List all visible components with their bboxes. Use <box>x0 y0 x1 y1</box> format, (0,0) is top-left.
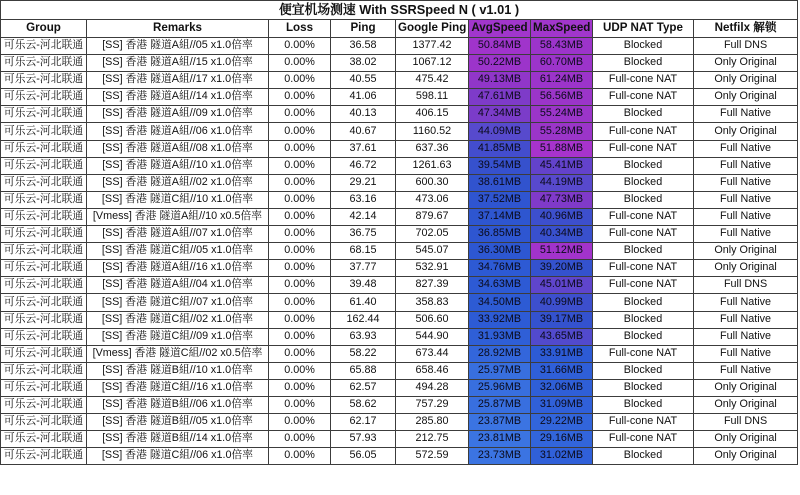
cell-ping: 40.67 <box>331 123 396 140</box>
cell-group: 可乐云-河北联通 <box>1 311 87 328</box>
cell-avgspeed: 34.50MB <box>469 294 531 311</box>
cell-remarks: [SS] 香港 隧道B組//10 x1.0倍率 <box>87 362 269 379</box>
cell-remarks: [SS] 香港 隧道A組//10 x1.0倍率 <box>87 157 269 174</box>
cell-udp-nat: Blocked <box>593 38 694 55</box>
table-row <box>1 55 798 72</box>
cell-maxspeed: 47.73MB <box>531 191 593 208</box>
cell-remarks: [SS] 香港 隧道C組//16 x1.0倍率 <box>87 379 269 396</box>
cell-loss: 0.00% <box>269 260 331 277</box>
cell-netflix: Full Native <box>694 294 798 311</box>
cell-google-ping: 673.44 <box>396 345 469 362</box>
cell-google-ping: 473.06 <box>396 191 469 208</box>
cell-ping: 56.05 <box>331 448 396 465</box>
cell-avgspeed: 49.13MB <box>469 72 531 89</box>
cell-google-ping: 358.83 <box>396 294 469 311</box>
cell-avgspeed: 28.92MB <box>469 345 531 362</box>
cell-netflix: Full Native <box>694 328 798 345</box>
column-header-google-ping: Google Ping <box>396 20 469 38</box>
cell-group: 可乐云-河北联通 <box>1 294 87 311</box>
table-row <box>1 89 798 106</box>
cell-netflix: Full Native <box>694 226 798 243</box>
cell-group: 可乐云-河北联通 <box>1 38 87 55</box>
cell-group: 可乐云-河北联通 <box>1 362 87 379</box>
column-header-avgspeed: AvgSpeed <box>469 20 531 38</box>
cell-netflix: Only Original <box>694 448 798 465</box>
cell-ping: 68.15 <box>331 243 396 260</box>
cell-loss: 0.00% <box>269 38 331 55</box>
cell-netflix: Full DNS <box>694 38 798 55</box>
cell-remarks: [SS] 香港 隧道A組//07 x1.0倍率 <box>87 226 269 243</box>
cell-udp-nat: Full-cone NAT <box>593 226 694 243</box>
cell-loss: 0.00% <box>269 174 331 191</box>
cell-ping: 63.16 <box>331 191 396 208</box>
cell-remarks: [SS] 香港 隧道A組//08 x1.0倍率 <box>87 140 269 157</box>
cell-avgspeed: 25.96MB <box>469 379 531 396</box>
cell-maxspeed: 45.41MB <box>531 157 593 174</box>
cell-udp-nat: Blocked <box>593 396 694 413</box>
cell-google-ping: 532.91 <box>396 260 469 277</box>
cell-maxspeed: 55.28MB <box>531 123 593 140</box>
cell-ping: 39.48 <box>331 277 396 294</box>
cell-ping: 62.17 <box>331 414 396 431</box>
cell-ping: 61.40 <box>331 294 396 311</box>
cell-remarks: [SS] 香港 隧道C組//06 x1.0倍率 <box>87 448 269 465</box>
cell-google-ping: 475.42 <box>396 72 469 89</box>
cell-group: 可乐云-河北联通 <box>1 379 87 396</box>
cell-udp-nat: Full-cone NAT <box>593 208 694 225</box>
cell-remarks: [SS] 香港 隧道C組//07 x1.0倍率 <box>87 294 269 311</box>
cell-avgspeed: 23.81MB <box>469 431 531 448</box>
cell-loss: 0.00% <box>269 243 331 260</box>
cell-avgspeed: 50.84MB <box>469 38 531 55</box>
cell-google-ping: 827.39 <box>396 277 469 294</box>
table-row <box>1 396 798 413</box>
cell-loss: 0.00% <box>269 55 331 72</box>
cell-udp-nat: Blocked <box>593 191 694 208</box>
cell-google-ping: 637.36 <box>396 140 469 157</box>
cell-avgspeed: 41.85MB <box>469 140 531 157</box>
table-row <box>1 140 798 157</box>
cell-maxspeed: 39.17MB <box>531 311 593 328</box>
table-row <box>1 431 798 448</box>
cell-maxspeed: 61.24MB <box>531 72 593 89</box>
cell-ping: 36.75 <box>331 226 396 243</box>
table-row <box>1 38 798 55</box>
cell-remarks: [SS] 香港 隧道A組//04 x1.0倍率 <box>87 277 269 294</box>
cell-netflix: Full Native <box>694 208 798 225</box>
cell-remarks: [SS] 香港 隧道A組//16 x1.0倍率 <box>87 260 269 277</box>
cell-netflix: Full Native <box>694 311 798 328</box>
cell-group: 可乐云-河北联通 <box>1 140 87 157</box>
cell-group: 可乐云-河北联通 <box>1 55 87 72</box>
cell-group: 可乐云-河北联通 <box>1 106 87 123</box>
report-title: 便宜机场测速 With SSRSpeed N ( v1.01 ) <box>1 1 798 20</box>
cell-maxspeed: 33.91MB <box>531 345 593 362</box>
cell-loss: 0.00% <box>269 345 331 362</box>
cell-group: 可乐云-河北联通 <box>1 157 87 174</box>
cell-ping: 58.62 <box>331 396 396 413</box>
cell-remarks: [SS] 香港 隧道C組//05 x1.0倍率 <box>87 243 269 260</box>
cell-remarks: [SS] 香港 隧道B組//06 x1.0倍率 <box>87 396 269 413</box>
cell-avgspeed: 50.22MB <box>469 55 531 72</box>
cell-group: 可乐云-河北联通 <box>1 226 87 243</box>
table-row <box>1 448 798 465</box>
cell-netflix: Only Original <box>694 55 798 72</box>
cell-maxspeed: 31.02MB <box>531 448 593 465</box>
cell-udp-nat: Full-cone NAT <box>593 89 694 106</box>
cell-udp-nat: Blocked <box>593 106 694 123</box>
cell-group: 可乐云-河北联通 <box>1 174 87 191</box>
cell-netflix: Only Original <box>694 379 798 396</box>
cell-loss: 0.00% <box>269 191 331 208</box>
cell-loss: 0.00% <box>269 140 331 157</box>
cell-remarks: [SS] 香港 隧道A組//05 x1.0倍率 <box>87 38 269 55</box>
cell-netflix: Full Native <box>694 345 798 362</box>
cell-remarks: [SS] 香港 隧道C組//10 x1.0倍率 <box>87 191 269 208</box>
cell-loss: 0.00% <box>269 396 331 413</box>
column-header-ping: Ping <box>331 20 396 38</box>
cell-google-ping: 879.67 <box>396 208 469 225</box>
cell-google-ping: 1067.12 <box>396 55 469 72</box>
cell-maxspeed: 32.06MB <box>531 379 593 396</box>
cell-udp-nat: Blocked <box>593 174 694 191</box>
table-row <box>1 311 798 328</box>
cell-udp-nat: Blocked <box>593 362 694 379</box>
cell-loss: 0.00% <box>269 157 331 174</box>
cell-maxspeed: 56.56MB <box>531 89 593 106</box>
cell-avgspeed: 23.73MB <box>469 448 531 465</box>
cell-remarks: [SS] 香港 隧道A組//02 x1.0倍率 <box>87 174 269 191</box>
cell-remarks: [SS] 香港 隧道A組//14 x1.0倍率 <box>87 89 269 106</box>
column-header-remarks: Remarks <box>87 20 269 38</box>
cell-avgspeed: 37.52MB <box>469 191 531 208</box>
table-row <box>1 294 798 311</box>
cell-loss: 0.00% <box>269 379 331 396</box>
cell-netflix: Full Native <box>694 106 798 123</box>
cell-loss: 0.00% <box>269 208 331 225</box>
cell-google-ping: 545.07 <box>396 243 469 260</box>
cell-maxspeed: 29.22MB <box>531 414 593 431</box>
cell-avgspeed: 34.63MB <box>469 277 531 294</box>
cell-google-ping: 702.05 <box>396 226 469 243</box>
cell-udp-nat: Full-cone NAT <box>593 123 694 140</box>
cell-avgspeed: 38.61MB <box>469 174 531 191</box>
cell-ping: 37.77 <box>331 260 396 277</box>
cell-google-ping: 506.60 <box>396 311 469 328</box>
cell-group: 可乐云-河北联通 <box>1 72 87 89</box>
cell-group: 可乐云-河北联通 <box>1 448 87 465</box>
cell-maxspeed: 51.88MB <box>531 140 593 157</box>
table-row <box>1 208 798 225</box>
cell-group: 可乐云-河北联通 <box>1 191 87 208</box>
cell-loss: 0.00% <box>269 448 331 465</box>
cell-netflix: Only Original <box>694 260 798 277</box>
cell-avgspeed: 23.87MB <box>469 414 531 431</box>
cell-remarks: [SS] 香港 隧道B組//14 x1.0倍率 <box>87 431 269 448</box>
cell-group: 可乐云-河北联通 <box>1 328 87 345</box>
cell-udp-nat: Blocked <box>593 379 694 396</box>
cell-maxspeed: 40.99MB <box>531 294 593 311</box>
cell-remarks: [Vmess] 香港 隧道A組//10 x0.5倍率 <box>87 208 269 225</box>
cell-netflix: Only Original <box>694 72 798 89</box>
cell-netflix: Full DNS <box>694 277 798 294</box>
cell-netflix: Full Native <box>694 191 798 208</box>
cell-loss: 0.00% <box>269 106 331 123</box>
cell-udp-nat: Full-cone NAT <box>593 277 694 294</box>
cell-maxspeed: 51.12MB <box>531 243 593 260</box>
cell-maxspeed: 55.24MB <box>531 106 593 123</box>
cell-udp-nat: Full-cone NAT <box>593 431 694 448</box>
cell-google-ping: 285.80 <box>396 414 469 431</box>
table-row <box>1 226 798 243</box>
cell-udp-nat: Blocked <box>593 243 694 260</box>
cell-udp-nat: Blocked <box>593 294 694 311</box>
cell-avgspeed: 31.93MB <box>469 328 531 345</box>
table-row <box>1 243 798 260</box>
cell-ping: 36.58 <box>331 38 396 55</box>
cell-google-ping: 1160.52 <box>396 123 469 140</box>
table-row <box>1 191 798 208</box>
cell-udp-nat: Full-cone NAT <box>593 414 694 431</box>
cell-remarks: [SS] 香港 隧道A組//17 x1.0倍率 <box>87 72 269 89</box>
column-header-netflix: Netfilx 解锁 <box>694 20 798 38</box>
cell-avgspeed: 25.97MB <box>469 362 531 379</box>
cell-ping: 40.55 <box>331 72 396 89</box>
table-row <box>1 379 798 396</box>
cell-ping: 58.22 <box>331 345 396 362</box>
cell-avgspeed: 34.76MB <box>469 260 531 277</box>
cell-group: 可乐云-河北联通 <box>1 414 87 431</box>
table-row <box>1 362 798 379</box>
cell-netflix: Only Original <box>694 243 798 260</box>
cell-maxspeed: 60.70MB <box>531 55 593 72</box>
cell-avgspeed: 37.14MB <box>469 208 531 225</box>
cell-ping: 62.57 <box>331 379 396 396</box>
cell-google-ping: 494.28 <box>396 379 469 396</box>
cell-maxspeed: 43.65MB <box>531 328 593 345</box>
cell-loss: 0.00% <box>269 72 331 89</box>
cell-remarks: [SS] 香港 隧道B組//05 x1.0倍率 <box>87 414 269 431</box>
cell-avgspeed: 25.87MB <box>469 396 531 413</box>
cell-google-ping: 600.30 <box>396 174 469 191</box>
cell-udp-nat: Blocked <box>593 448 694 465</box>
table-row <box>1 106 798 123</box>
cell-udp-nat: Blocked <box>593 328 694 345</box>
cell-netflix: Only Original <box>694 89 798 106</box>
cell-maxspeed: 44.19MB <box>531 174 593 191</box>
cell-avgspeed: 44.09MB <box>469 123 531 140</box>
cell-ping: 37.61 <box>331 140 396 157</box>
cell-google-ping: 406.15 <box>396 106 469 123</box>
cell-netflix: Only Original <box>694 123 798 140</box>
cell-avgspeed: 36.85MB <box>469 226 531 243</box>
cell-loss: 0.00% <box>269 123 331 140</box>
cell-ping: 42.14 <box>331 208 396 225</box>
cell-avgspeed: 33.92MB <box>469 311 531 328</box>
cell-ping: 29.21 <box>331 174 396 191</box>
cell-google-ping: 658.46 <box>396 362 469 379</box>
table-row <box>1 174 798 191</box>
cell-google-ping: 1377.42 <box>396 38 469 55</box>
table-row <box>1 72 798 89</box>
cell-maxspeed: 39.20MB <box>531 260 593 277</box>
cell-google-ping: 572.59 <box>396 448 469 465</box>
cell-avgspeed: 47.61MB <box>469 89 531 106</box>
cell-udp-nat: Blocked <box>593 157 694 174</box>
cell-netflix: Full Native <box>694 362 798 379</box>
cell-remarks: [SS] 香港 隧道C組//09 x1.0倍率 <box>87 328 269 345</box>
cell-ping: 40.13 <box>331 106 396 123</box>
cell-maxspeed: 31.66MB <box>531 362 593 379</box>
table-row <box>1 414 798 431</box>
cell-ping: 38.02 <box>331 55 396 72</box>
column-header-udp-nat-type: UDP NAT Type <box>593 20 694 38</box>
cell-avgspeed: 47.34MB <box>469 106 531 123</box>
cell-group: 可乐云-河北联通 <box>1 89 87 106</box>
cell-loss: 0.00% <box>269 328 331 345</box>
cell-google-ping: 544.90 <box>396 328 469 345</box>
cell-ping: 46.72 <box>331 157 396 174</box>
cell-loss: 0.00% <box>269 362 331 379</box>
cell-maxspeed: 31.09MB <box>531 396 593 413</box>
cell-ping: 41.06 <box>331 89 396 106</box>
cell-netflix: Full Native <box>694 157 798 174</box>
cell-google-ping: 1261.63 <box>396 157 469 174</box>
cell-remarks: [SS] 香港 隧道A組//15 x1.0倍率 <box>87 55 269 72</box>
cell-group: 可乐云-河北联通 <box>1 396 87 413</box>
cell-netflix: Only Original <box>694 396 798 413</box>
column-header-loss: Loss <box>269 20 331 38</box>
cell-netflix: Full DNS <box>694 414 798 431</box>
table-row <box>1 260 798 277</box>
cell-maxspeed: 40.96MB <box>531 208 593 225</box>
cell-group: 可乐云-河北联通 <box>1 243 87 260</box>
cell-avgspeed: 39.54MB <box>469 157 531 174</box>
cell-google-ping: 212.75 <box>396 431 469 448</box>
cell-remarks: [SS] 香港 隧道C組//02 x1.0倍率 <box>87 311 269 328</box>
table-row <box>1 345 798 362</box>
cell-udp-nat: Full-cone NAT <box>593 72 694 89</box>
column-header-group: Group <box>1 20 87 38</box>
cell-maxspeed: 29.16MB <box>531 431 593 448</box>
cell-remarks: [SS] 香港 隧道A組//09 x1.0倍率 <box>87 106 269 123</box>
cell-maxspeed: 58.43MB <box>531 38 593 55</box>
cell-udp-nat: Full-cone NAT <box>593 140 694 157</box>
cell-group: 可乐云-河北联通 <box>1 123 87 140</box>
cell-ping: 63.93 <box>331 328 396 345</box>
cell-loss: 0.00% <box>269 431 331 448</box>
cell-maxspeed: 45.01MB <box>531 277 593 294</box>
table-row <box>1 123 798 140</box>
cell-ping: 162.44 <box>331 311 396 328</box>
cell-avgspeed: 36.30MB <box>469 243 531 260</box>
cell-loss: 0.00% <box>269 414 331 431</box>
cell-ping: 65.88 <box>331 362 396 379</box>
cell-netflix: Full Native <box>694 174 798 191</box>
cell-group: 可乐云-河北联通 <box>1 431 87 448</box>
cell-udp-nat: Blocked <box>593 55 694 72</box>
cell-group: 可乐云-河北联通 <box>1 208 87 225</box>
cell-maxspeed: 40.34MB <box>531 226 593 243</box>
cell-loss: 0.00% <box>269 89 331 106</box>
cell-remarks: [SS] 香港 隧道A組//06 x1.0倍率 <box>87 123 269 140</box>
cell-netflix: Full Native <box>694 140 798 157</box>
cell-udp-nat: Full-cone NAT <box>593 260 694 277</box>
cell-group: 可乐云-河北联通 <box>1 260 87 277</box>
cell-netflix: Only Original <box>694 431 798 448</box>
cell-loss: 0.00% <box>269 311 331 328</box>
cell-loss: 0.00% <box>269 294 331 311</box>
table-row <box>1 157 798 174</box>
cell-udp-nat: Blocked <box>593 311 694 328</box>
cell-udp-nat: Full-cone NAT <box>593 345 694 362</box>
table-row <box>1 277 798 294</box>
cell-group: 可乐云-河北联通 <box>1 277 87 294</box>
cell-remarks: [Vmess] 香港 隧道C組//02 x0.5倍率 <box>87 345 269 362</box>
cell-google-ping: 598.11 <box>396 89 469 106</box>
cell-google-ping: 757.29 <box>396 396 469 413</box>
cell-group: 可乐云-河北联通 <box>1 345 87 362</box>
cell-loss: 0.00% <box>269 226 331 243</box>
column-header-maxspeed: MaxSpeed <box>531 20 593 38</box>
cell-ping: 57.93 <box>331 431 396 448</box>
table-row <box>1 328 798 345</box>
cell-loss: 0.00% <box>269 277 331 294</box>
